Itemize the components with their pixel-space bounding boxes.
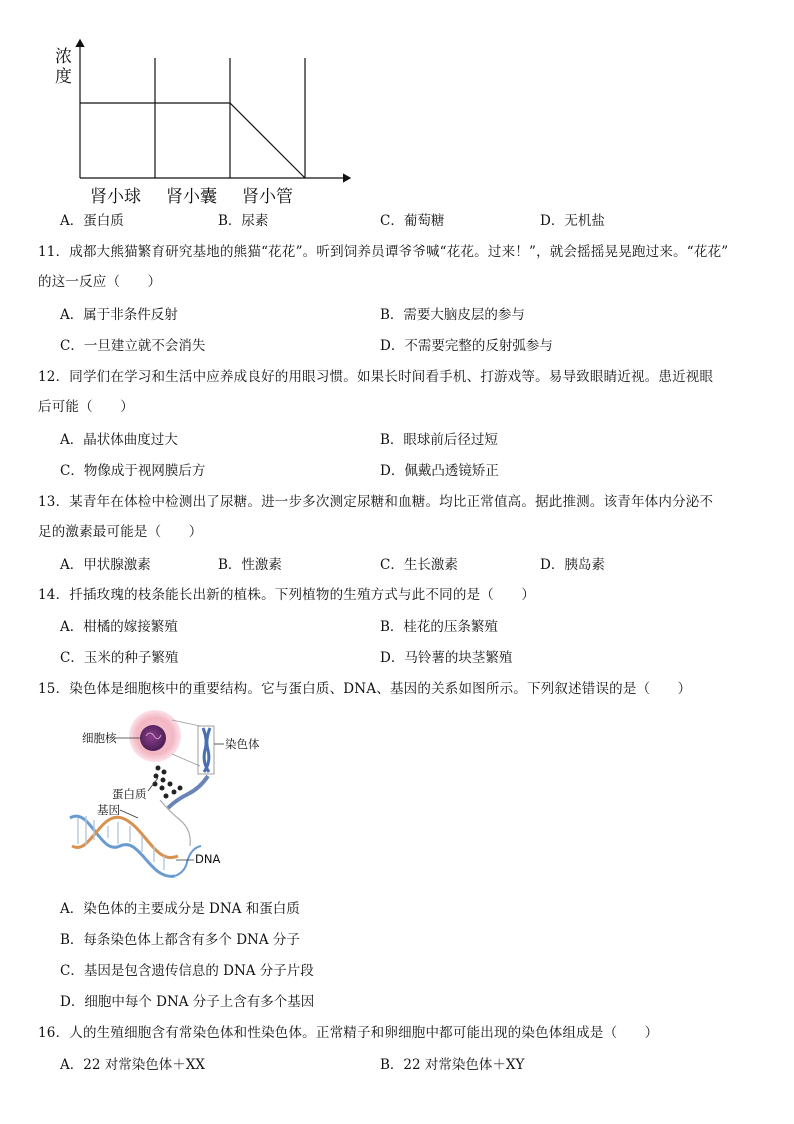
q14-option-c[interactable]: C．玉米的种子繁殖: [60, 650, 179, 666]
q10-option-a[interactable]: A．蛋白质: [60, 213, 124, 229]
q13-option-d[interactable]: D．胰岛素: [540, 557, 605, 573]
q13-line-1: 13．某青年在体检中检测出了尿糖。进一步多次测定尿糖和血糖。均比正常值高。据此推测。该青年体内分泌不: [38, 494, 714, 510]
x-label-tubule: 肾小管: [242, 187, 293, 207]
q14-option-a[interactable]: A．柑橘的嫁接繁殖: [60, 619, 178, 635]
q11-option-c[interactable]: C．一旦建立就不会消失: [60, 338, 206, 354]
q15-option-a[interactable]: A．染色体的主要成分是 DNA 和蛋白质: [60, 901, 300, 917]
q11-line-1: 11．成都大熊猫繁育研究基地的熊猫“花花”。听到饲养员谭爷爷喊“花花。过来！”，就会摇摇晃晃跑过来。“花花”: [38, 244, 729, 260]
q16-line-1: 16．人的生殖细胞含有常染色体和性染色体。正常精子和卵细胞中都可能出现的染色体组成是（ ）: [38, 1025, 659, 1041]
q11-option-d[interactable]: D．不需要完整的反射弧参与: [380, 338, 553, 354]
q12-option-c[interactable]: C．物像成于视网膜后方: [60, 463, 206, 479]
label-nucleus: 细胞核: [82, 731, 117, 745]
q11-line-2: 的这一反应（ ）: [38, 274, 162, 290]
q11-option-a[interactable]: A．属于非条件反射: [60, 307, 178, 323]
chromosome-figure: [60, 706, 280, 896]
q16-option-a[interactable]: A．22 对常染色体＋XX: [60, 1057, 205, 1073]
label-chromosome: 染色体: [225, 737, 260, 751]
q12-option-a[interactable]: A．晶状体曲度过大: [60, 432, 178, 448]
q12-line-1: 12．同学们在学习和生活中应养成良好的用眼习惯。如果长时间看手机、打游戏等。易导致眼睛近视。患近视眼: [38, 369, 714, 385]
dna-helix: [70, 816, 201, 876]
protein-beads: [153, 766, 183, 799]
y-label-1: 浓: [55, 47, 72, 67]
q14-line-1: 14．扦插玫瑰的枝条能长出新的植株。下列植物的生殖方式与此不同的是（ ）: [38, 587, 536, 603]
q12-line-2: 后可能（ ）: [38, 399, 134, 415]
label-dna: DNA: [195, 852, 221, 866]
q14-option-d[interactable]: D．马铃薯的块茎繁殖: [380, 650, 513, 666]
q13-option-c[interactable]: C．生长激素: [380, 557, 458, 573]
x-label-capsule: 肾小囊: [166, 187, 217, 207]
label-gene: 基因: [97, 803, 120, 817]
q15-option-b[interactable]: B．每条染色体上都含有多个 DNA 分子: [60, 932, 300, 948]
y-label-2: 度: [55, 67, 72, 87]
x-label-glomerulus: 肾小球: [90, 187, 141, 207]
nucleus-shape: [140, 725, 166, 751]
q14-option-b[interactable]: B．桂花的压条繁殖: [380, 619, 498, 635]
label-protein: 蛋白质: [112, 787, 147, 801]
q15-option-d[interactable]: D．细胞中每个 DNA 分子上含有多个基因: [60, 994, 315, 1010]
q15-option-c[interactable]: C．基因是包含遗传信息的 DNA 分子片段: [60, 963, 314, 979]
q10-option-d[interactable]: D．无机盐: [540, 213, 605, 229]
q16-option-b[interactable]: B．22 对常染色体＋XY: [380, 1057, 525, 1073]
q10-option-b[interactable]: B．尿素: [218, 213, 269, 229]
q15-line-1: 15．染色体是细胞核中的重要结构。它与蛋白质、DNA、基因的关系如图所示。下列叙述错误的是（ ）: [38, 681, 692, 697]
q13-line-2: 足的激素最可能是（ ）: [38, 524, 203, 540]
q13-option-a[interactable]: A．甲状腺激素: [60, 557, 151, 573]
q13-option-b[interactable]: B．性激素: [218, 557, 282, 573]
q12-option-d[interactable]: D．佩戴凸透镜矫正: [380, 463, 499, 479]
q12-option-b[interactable]: B．眼球前后径过短: [380, 432, 498, 448]
concentration-line: [80, 103, 305, 178]
q10-option-c[interactable]: C．葡萄糖: [380, 213, 445, 229]
q11-option-b[interactable]: B．需要大脑皮层的参与: [380, 307, 525, 323]
concentration-graph: [40, 30, 370, 215]
chromosome-shape: [203, 728, 210, 772]
